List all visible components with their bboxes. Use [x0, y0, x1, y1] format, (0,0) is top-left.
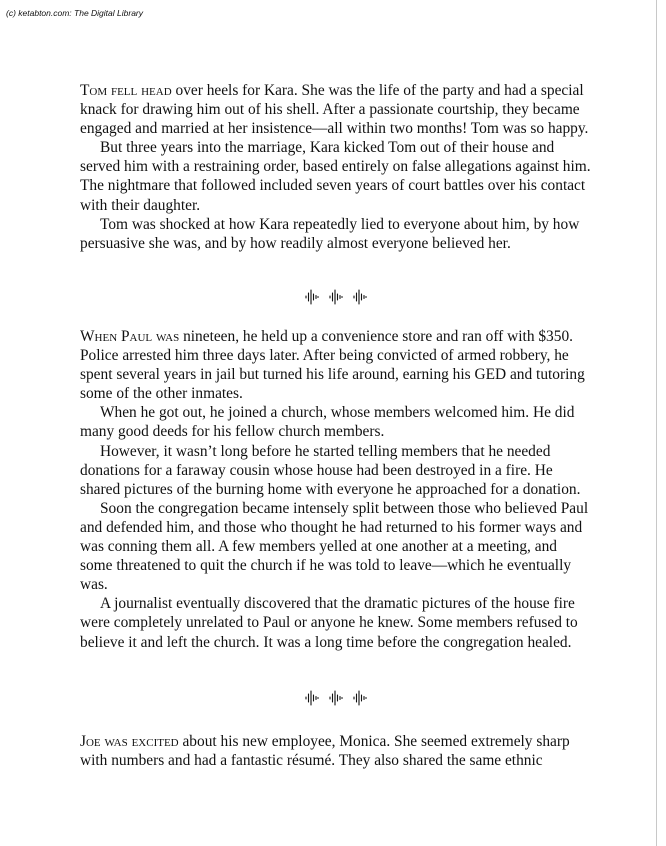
section-break-ornament [80, 688, 592, 708]
section-tom [80, 81, 592, 253]
paragraph-text: nineteen, he held up a convenience store and ran off with $350. Police arrested him three days later. After being convicted of armed robbery, he spent several years in jail but turned his life around, earning his GED and tutoring some of the other inmates. [80, 328, 585, 403]
section-joe [80, 732, 592, 770]
small-caps-lead: Tom fell head [80, 82, 172, 99]
paragraph: However, it wasn’t long before he started telling members that he needed donations for a faraway cousin whose house had been destroyed in a fire. He shared pictures of the burning home with everyone he approached for a donation. [80, 442, 581, 498]
paragraph [80, 732, 592, 770]
section-paul [80, 327, 592, 652]
small-caps-lead: When Paul was [80, 328, 180, 345]
soundwave-glyph-icon [304, 690, 320, 706]
paragraph-text: over heels for Kara. She was the life of the party and had a special knack for drawing him out of his shell. After a passionate courtship, they became engaged and married at her insistence—all within two months! Tom was so happy. [80, 82, 589, 138]
small-caps-lead: Joe was excited [80, 733, 179, 750]
soundwave-glyph-icon [328, 690, 344, 706]
paragraph: Soon the congregation became intensely split between those who believed Paul and defended him, and those who thought he had returned to his former ways and was conning them all. A few members yelled at one another at a meeting, and some threatened to quit the church if he was told to leave—which he eventually was. [80, 499, 589, 594]
paragraph: Tom was shocked at how Kara repeatedly lied to everyone about him, by how persuasive she was, and by how readily almost everyone believed her. [80, 215, 580, 252]
soundwave-glyph-icon [304, 289, 320, 305]
paragraph: A journalist eventually discovered that the dramatic pictures of the house fire were completely unrelated to Paul or anyone he knew. Some members refused to believe it and left the church. It was a long time before the congregation healed. [80, 595, 578, 651]
section-break-ornament [80, 287, 592, 307]
paragraph: When he got out, he joined a church, whose members welcomed him. He did many good deeds for his fellow church members. [80, 404, 575, 441]
paragraph-text: about his new employee, Monica. She seemed extremely sharp with numbers and had a fantastic résumé. They also shared the same ethnic [80, 733, 570, 770]
paragraph: But three years into the marriage, Kara kicked Tom out of their house and served him with a restraining order, based entirely on false allegations against him. The nightmare that followed included seven years of court battles over his contact with their daughter. [80, 139, 591, 214]
paragraph [80, 81, 592, 138]
soundwave-glyph-icon [352, 690, 368, 706]
soundwave-glyph-icon [328, 289, 344, 305]
watermark: (c) ketabton.com: The Digital Library [6, 8, 143, 18]
soundwave-glyph-icon [352, 289, 368, 305]
paragraph [80, 327, 592, 403]
